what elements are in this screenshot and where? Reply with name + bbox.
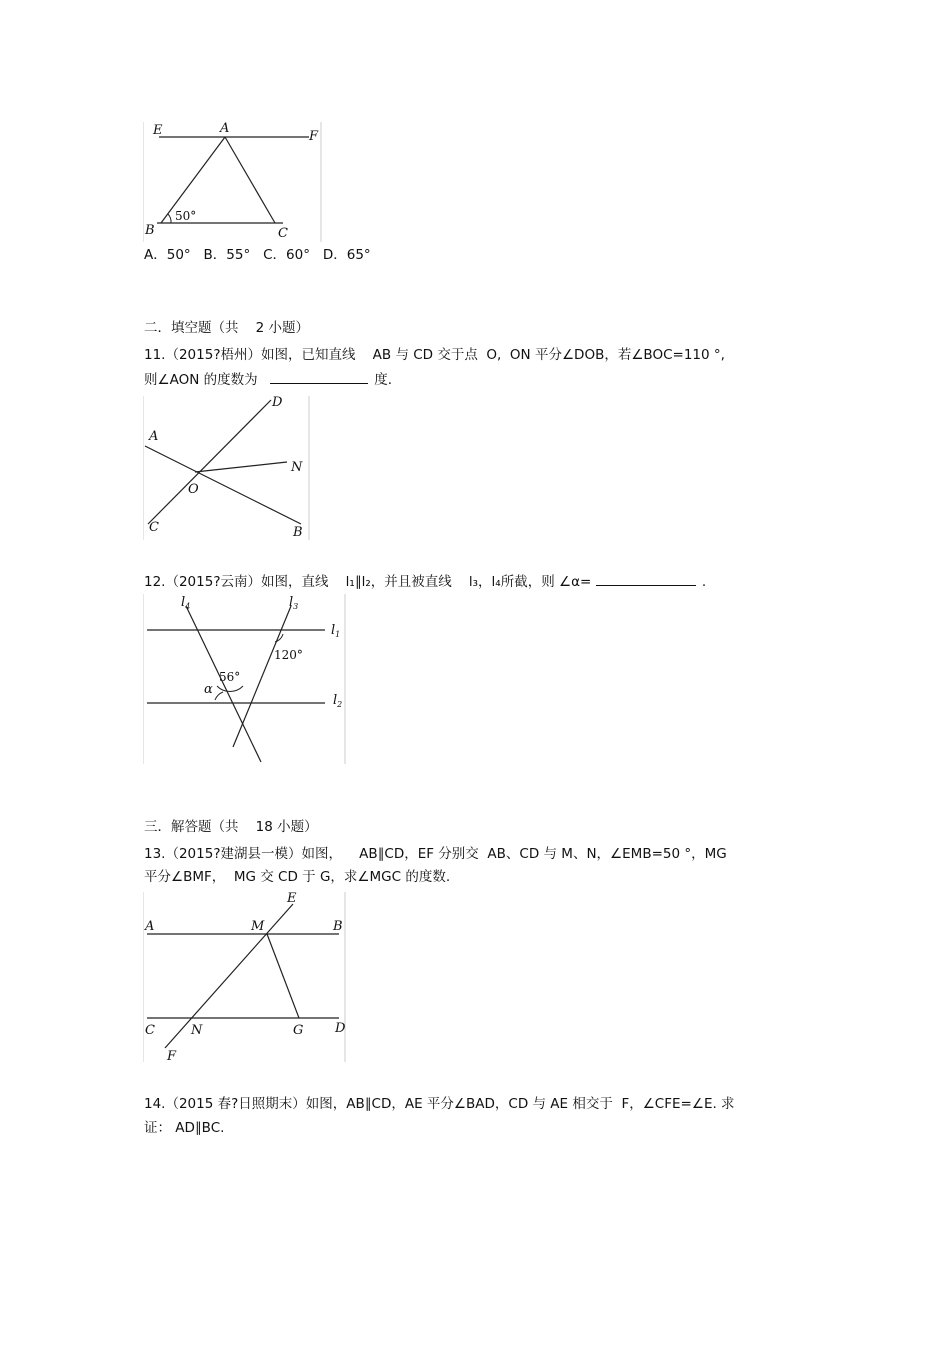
q12-angle-56: 56° [219, 670, 241, 684]
q12-alpha: α [204, 682, 213, 697]
q12-label-l1-sub: 1 [335, 630, 341, 639]
q10-label-b: B [145, 223, 155, 238]
q13-label-f: F [167, 1049, 177, 1062]
section2-title: 二．填空题（共 2 小题） [144, 320, 310, 336]
q12-figure [143, 592, 349, 764]
q10-options: A．50° B．55° C．60° D．65° [144, 247, 371, 263]
q12-label-l3-sub: 3 [293, 602, 299, 611]
q11-answer-blank[interactable] [270, 369, 368, 384]
q10-figure [143, 118, 325, 242]
svg-text:l4 [181, 595, 190, 611]
q12-label-l4: l [181, 595, 186, 610]
q12-text: 12.（2015?云南）如图，直线 l₁∥l₂，并且被直线 l₃，l₄所截，则 ∠α= [144, 574, 592, 590]
q12-label-l3: l [289, 595, 294, 610]
q11-label-d: D [272, 395, 283, 410]
q12-answer-blank[interactable] [596, 571, 696, 586]
svg-text:l2 [333, 693, 342, 709]
q14-line1: 14.（2015 春?日照期末）如图，AB∥CD，AE 平分∠BAD，CD 与 AE 相交于 F，∠CFE=∠E. 求 [144, 1096, 735, 1112]
q13-label-g: G [293, 1023, 304, 1038]
q11-line2 [144, 369, 392, 389]
q11-label-c: C [149, 520, 159, 535]
q13-label-m: M [251, 919, 265, 934]
q13-label-c: C [145, 1023, 155, 1038]
q12-label-l2-sub: 2 [337, 700, 343, 709]
q12-label-l4-sub: 4 [185, 602, 191, 611]
q13-label-b: B [333, 919, 343, 934]
q12-line1 [144, 571, 706, 591]
q11-figure [143, 394, 313, 540]
q10-label-e: E [153, 123, 163, 138]
q11-label-o: O [188, 482, 199, 497]
q11-line2-end: 度. [374, 372, 393, 388]
q11-label-b: B [293, 525, 303, 540]
q11-line2-start: 则∠AON 的度数为 [144, 372, 258, 388]
q13-label-e: E [287, 891, 297, 906]
q12-label-l1: l [331, 623, 336, 638]
q10-label-f: F [309, 129, 319, 144]
q13-label-n: N [191, 1023, 203, 1038]
q11-label-a: A [149, 429, 159, 444]
q14-line2: 证： AD∥BC. [144, 1120, 225, 1136]
q13-line2: 平分∠BMF， MG 交 CD 于 G，求∠MGC 的度数. [144, 869, 451, 885]
q13-figure [143, 890, 349, 1062]
q10-label-c: C [278, 226, 288, 241]
q13-label-a: A [145, 919, 155, 934]
q12-label-l2: l [333, 693, 338, 708]
q10-angle-50: 50° [175, 209, 197, 223]
svg-text:l3 [289, 595, 298, 611]
svg-text:l1 [331, 623, 340, 639]
section3-title: 三．解答题（共 18 小题） [144, 819, 318, 835]
q13-label-d: D [335, 1021, 346, 1036]
q12-angle-120: 120° [274, 648, 303, 662]
q11-line1: 11.（2015?梧州）如图，已知直线 AB 与 CD 交于点 O, ON 平分∠DOB，若∠BOC=110 °, [144, 347, 725, 363]
q10-label-a: A [220, 121, 230, 136]
q13-line1: 13.（2015?建湖县一模）如图， AB∥CD，EF 分别交 AB、CD 与 M、N，∠EMB=50 °，MG [144, 846, 727, 862]
q12-end: . [701, 574, 707, 590]
q11-label-n: N [291, 460, 303, 475]
